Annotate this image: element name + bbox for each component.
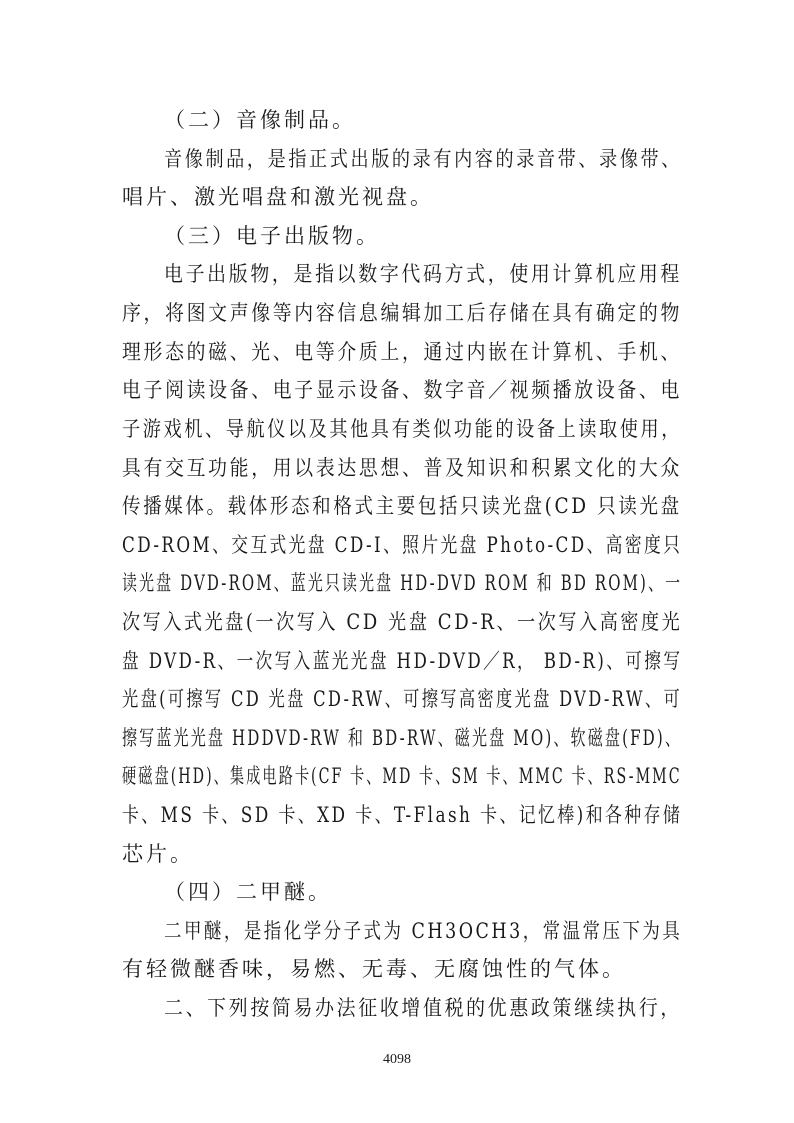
- heading-electronic-publications: （三）电子出版物。: [164, 224, 380, 248]
- heading-dimethyl-ether: （四）二甲醚。: [164, 880, 332, 904]
- paragraph-line: 二甲醚，是指化学分子式为 CH3OCH3，常温常压下为具: [164, 919, 683, 943]
- paragraph-line: 唱片、激光唱盘和激光视盘。: [122, 185, 434, 209]
- paragraph-line: 传播媒体。载体形态和格式主要包括只读光盘(CD 只读光盘: [122, 494, 682, 518]
- paragraph-line: 卡、MS 卡、SD 卡、XD 卡、T-Flash 卡、记忆棒)和各种存储: [122, 803, 683, 827]
- paragraph-line: 读光盘 DVD-ROM、蓝光只读光盘 HD-DVD ROM 和 BD ROM)、一: [122, 571, 683, 595]
- paragraph-line: 序，将图文声像等内容信息编辑加工后存储在具有确定的物: [122, 301, 682, 325]
- paragraph-line: 二、下列按简易办法征收增值税的优惠政策继续执行，: [164, 996, 682, 1020]
- paragraph-line: CD-ROM、交互式光盘 CD-I、照片光盘 Photo-CD、高密度只: [122, 533, 683, 557]
- paragraph-line: 具有交互功能，用以表达思想、普及知识和积累文化的大众: [122, 456, 682, 480]
- heading-audio-video: （二）音像制品。: [164, 108, 356, 132]
- paragraph-line: 硬磁盘(HD)、集成电路卡(CF 卡、MD 卡、SM 卡、MMC 卡、RS-MMC: [122, 764, 682, 788]
- paragraph-line: 擦写蓝光光盘 HDDVD-RW 和 BD-RW、磁光盘 MO)、软磁盘(FD)、: [122, 726, 683, 750]
- paragraph-line: 次写入式光盘(一次写入 CD 光盘 CD-R、一次写入高密度光: [122, 610, 683, 634]
- paragraph-line: 盘 DVD-R、一次写入蓝光光盘 HD-DVD／R， BD-R)、可擦写: [122, 649, 683, 673]
- paragraph-line: 音像制品，是指正式出版的录有内容的录音带、录像带、: [164, 147, 682, 171]
- paragraph-line: 芯片。: [122, 842, 194, 866]
- paragraph-line: 有轻微醚香味，易燃、无毒、无腐蚀性的气体。: [122, 957, 626, 981]
- paragraph-line: 电子阅读设备、电子显示设备、数字音／视频播放设备、电: [122, 378, 682, 402]
- paragraph-line: 理形态的磁、光、电等介质上，通过内嵌在计算机、手机、: [122, 340, 682, 364]
- page-number: 4098: [383, 1052, 411, 1067]
- paragraph-line: 子游戏机、导航仪以及其他具有类似功能的设备上读取使用，: [122, 417, 683, 441]
- paragraph-line: 电子出版物，是指以数字代码方式，使用计算机应用程: [164, 262, 682, 286]
- paragraph-line: 光盘(可擦写 CD 光盘 CD-RW、可擦写高密度光盘 DVD-RW、可: [122, 687, 683, 711]
